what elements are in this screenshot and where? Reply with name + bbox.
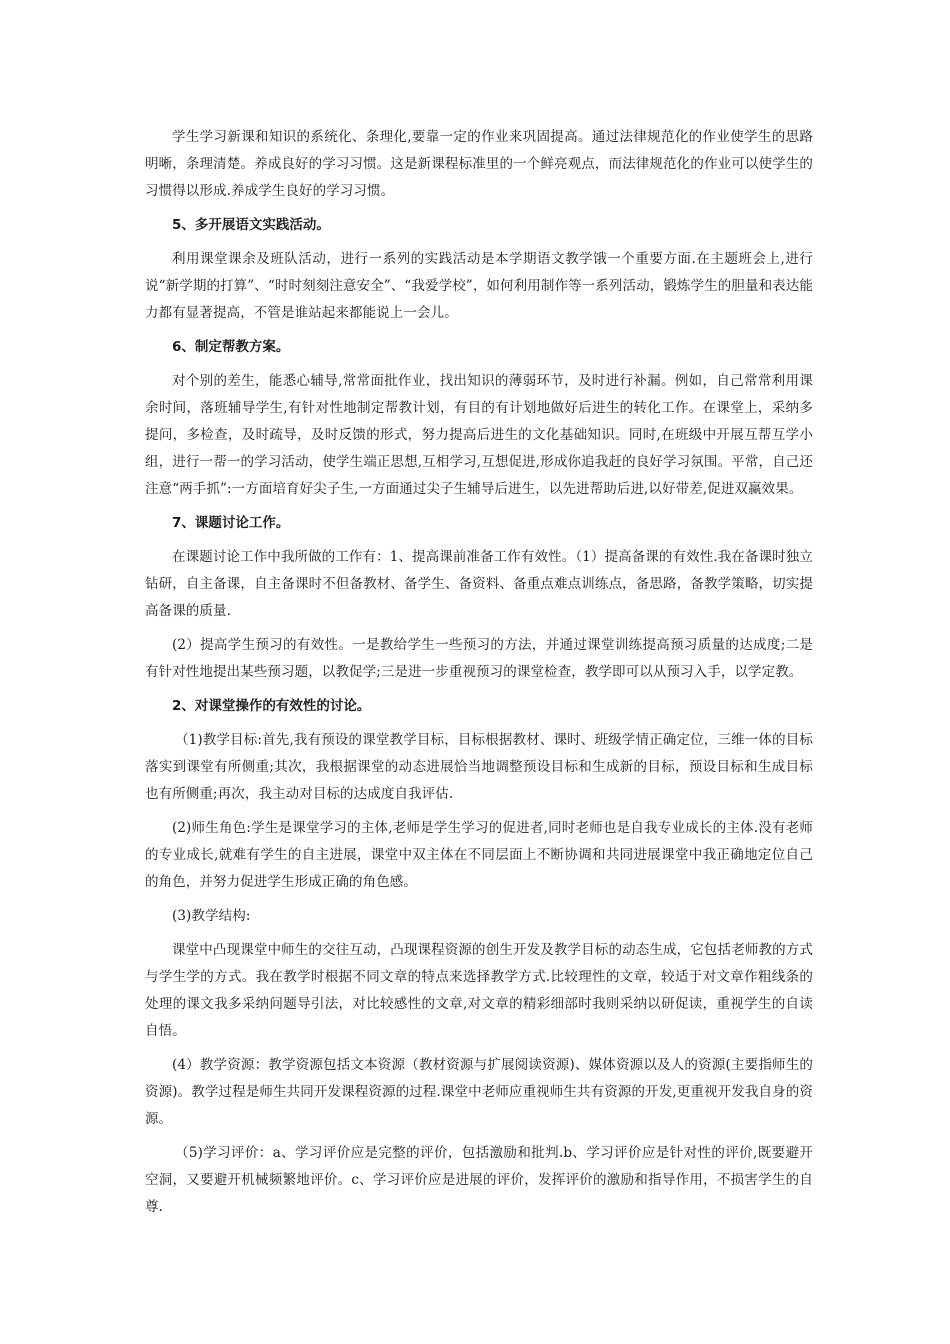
body-paragraph: （5)学习评价：a、学习评价应是完整的评价，包括激励和批判.b、学习评价应是针对性的评价,既要避开空洞，又要避开机械频繁地评价。c、学习评价应是进展的评价，发挥评价的激励和指导作用，不损害学生的自尊. xyxy=(145,1145,813,1215)
body-paragraph: (4）教学资源：教学资源包括文本资源（教材资源与扩展阅读资源)、媒体资源以及人的资源(主要指师生的资源)。教学过程是师生共同开发课程资源的过程.课堂中老师应重视师生共有资源的开发,更重视开发我自身的资源。 xyxy=(145,1057,813,1127)
body-paragraph: 利用课堂课余及班队活动，进行一系列的实践活动是本学期语文教学饿一个重要方面.在主题班会上,进行说“新学期的打算”、“时时刻刻注意安全”、“我爱学校”，如何利用制作等一系列活动，锻炼学生的胆量和表达能力都有显著提高，不管是谁站起来都能说上一会儿。 xyxy=(145,251,813,321)
document-page xyxy=(145,124,813,1228)
section-heading: 2、对课堂操作的有效性的讨论。 xyxy=(172,698,371,714)
section-heading: 6、制定帮教方案。 xyxy=(172,339,290,355)
section-heading: 5、多开展语文实践活动。 xyxy=(172,217,330,233)
body-paragraph: (2)师生角色:学生是课堂学习的主体,老师是学生学习的促进者,同时老师也是自我专业成长的主体.没有老师的专业成长,就难有学生的自主进展，课堂中双主体在不同层面上不断协调和共同进展课堂中我正确地定位自己的角色，并努力促进学生形成正确的角色感。 xyxy=(145,820,813,890)
body-paragraph: 学生学习新课和知识的系统化、条理化,要靠一定的作业来巩固提高。通过法律规范化的作业使学生的思路明晰，条理清楚。养成良好的学习习惯。这是新课程标准里的一个鲜亮观点，而法律规范化的作业可以使学生的习惯得以形成.养成学生良好的学习习惯。 xyxy=(145,129,813,199)
section-heading: 7、课题讨论工作。 xyxy=(172,515,290,531)
body-paragraph: 对个别的差生，能悉心辅导,常常面批作业，找出知识的薄弱环节，及时进行补漏。例如，自己常常利用课余时间，落班辅导学生,有针对性地制定帮教计划，有目的有计划地做好后进生的转化工作。在课堂上，采纳多提问，多检查，及时疏导，及时反馈的形式，努力提高后进生的文化基础知识。同时,在班级中开展互帮互学小组，进行一帮一的学习活动，使学生端正思想,互相学习,互想促进,形成你追我赶的良好学习氛围。平常，自己还注意“两手抓”:一方面培育好尖子生,一方面通过尖子生辅导后进生，以先进帮助后进,以好带差,促进双赢效果。 xyxy=(145,373,813,497)
body-paragraph: 在课题讨论工作中我所做的工作有：1、提高课前准备工作有效性。（1）提高备课的有效性.我在备课时独立钻研，自主备课，自主备课时不但备教材、备学生、备资料、备重点难点训练点，备思路，备教学策略，切实提高备课的质量. xyxy=(145,549,813,619)
body-paragraph: （1)教学目标:首先,我有预设的课堂教学目标，目标根据教材、课时、班级学情正确定位，三维一体的目标落实到课堂有所侧重;其次，我根据课堂的动态进展恰当地调整预设目标和生成新的目标，预设目标和生成目标也有所侧重;再次，我主动对目标的达成度自我评估. xyxy=(145,732,813,802)
body-paragraph: (3)教学结构: xyxy=(172,908,251,924)
body-paragraph: (2）提高学生预习的有效性。一是教给学生一些预习的方法，并通过课堂训练提高预习质量的达成度;二是有针对性地提出某些预习题，以教促学;三是进一步重视预习的课堂检查，教学即可以从预习入手，以学定教。 xyxy=(145,637,813,680)
body-paragraph: 课堂中凸现课堂中师生的交往互动，凸现课程资源的创生开发及教学目标的动态生成，它包括老师教的方式与学生学的方式。我在教学时根据不同文章的特点来选择教学方式.比较理性的文章，较适于对文章作粗线条的处理的课文我多采纳问题导引法，对比较感性的文章,对文章的精彩细部时我则采纳以研促读，重视学生的自读自悟。 xyxy=(145,942,813,1039)
